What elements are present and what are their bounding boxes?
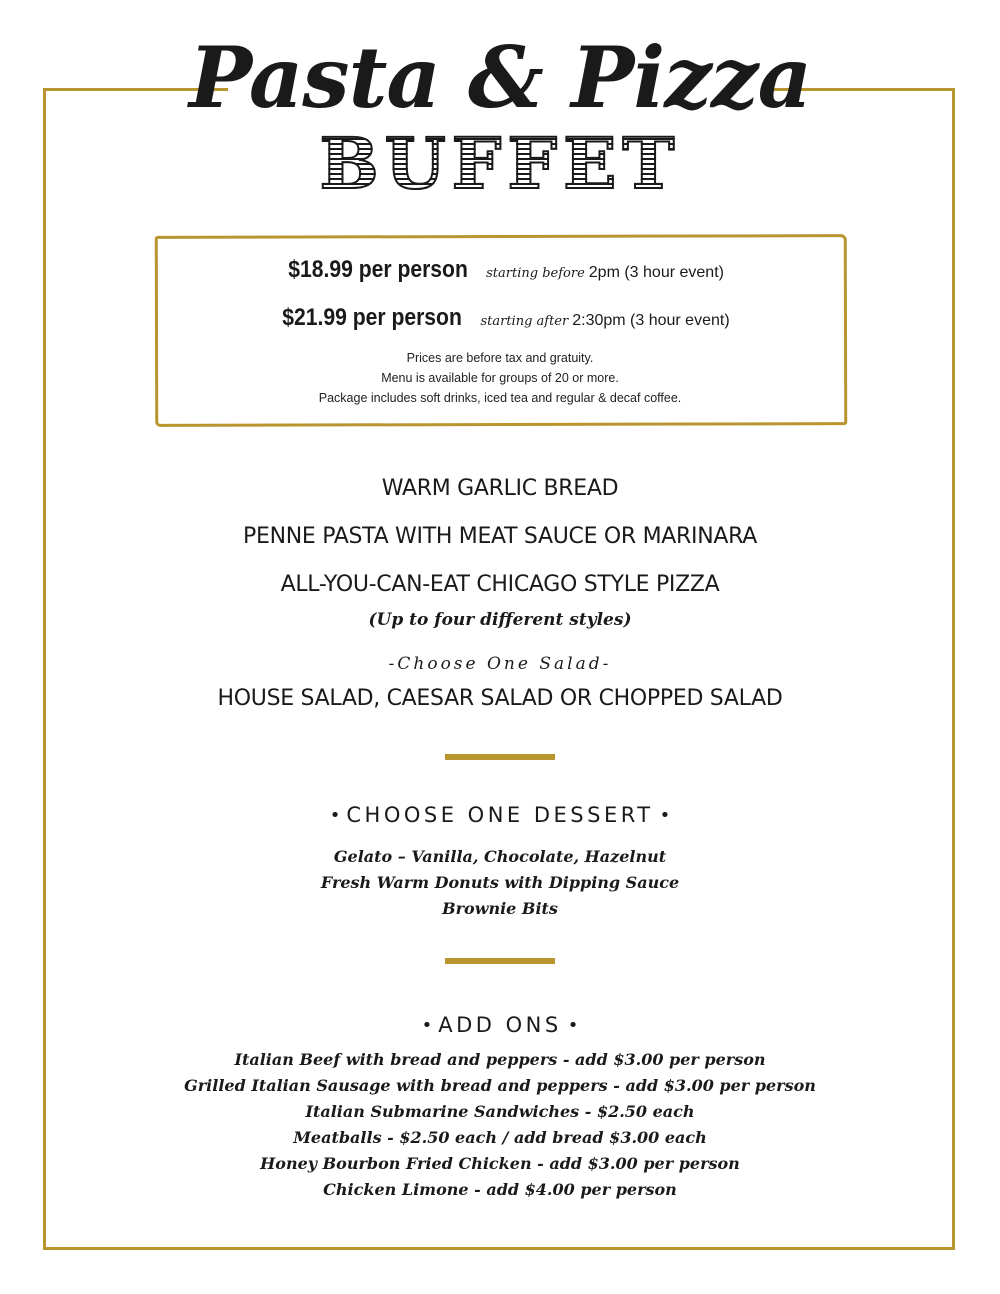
list-item: Fresh Warm Donuts with Dipping Sauce: [320, 873, 680, 892]
price-condition: starting before: [486, 266, 585, 281]
addons-list: [0, 1047, 1000, 1203]
dessert-heading-text: CHOOSE ONE DESSERT: [346, 803, 654, 827]
bullet-dot: •: [567, 1015, 579, 1036]
list-item: Italian Submarine Sandwiches - $2.50 each: [305, 1102, 695, 1121]
list-item: Meatballs - $2.50 each / add bread $3.00 each: [293, 1128, 707, 1147]
salad-options: HOUSE SALAD, CAESAR SALAD OR CHOPPED SALAD: [217, 686, 783, 711]
divider: [445, 958, 555, 964]
price-time: 2pm (3 hour event): [588, 264, 724, 281]
list-item: Brownie Bits: [442, 899, 558, 918]
price-option-2: [0, 304, 1000, 332]
salad-prompt: -Choose One Salad-: [388, 654, 612, 674]
dessert-list: [0, 844, 1000, 922]
dessert-heading: [0, 803, 1000, 827]
addons-heading-text: ADD ONS: [438, 1013, 562, 1037]
list-item: Gelato – Vanilla, Chocolate, Hazelnut: [333, 847, 667, 866]
menu-item-garlic-bread: WARM GARLIC BREAD: [381, 476, 619, 501]
list-item: Honey Bourbon Fried Chicken - add $3.00 per person: [260, 1154, 740, 1173]
price-amount: $21.99 per person: [282, 304, 463, 331]
addons-heading: [0, 1013, 1000, 1037]
bullet-dot: •: [329, 805, 341, 826]
bullet-dot: •: [659, 805, 671, 826]
buffet-title: BUFFET: [0, 128, 1000, 200]
list-item: Chicken Limone - add $4.00 per person: [323, 1180, 677, 1199]
list-item: Grilled Italian Sausage with bread and peppers - add $3.00 per person: [184, 1076, 816, 1095]
script-title: Pasta & Pizza: [188, 28, 812, 127]
note-beverages: Package includes soft drinks, iced tea and regular & decaf coffee.: [318, 391, 682, 405]
note-tax: Prices are before tax and gratuity.: [406, 351, 594, 365]
price-amount: $18.99 per person: [288, 256, 468, 283]
price-time: 2:30pm (3 hour event): [572, 312, 730, 329]
divider: [445, 754, 555, 760]
menu-item-pizza: ALL-YOU-CAN-EAT CHICAGO STYLE PIZZA: [280, 572, 720, 597]
bullet-dot: •: [421, 1015, 433, 1036]
pricing-notes: [0, 348, 1000, 408]
price-condition: starting after: [480, 314, 569, 329]
note-group-size: Menu is available for groups of 20 or more.: [381, 371, 619, 385]
menu-item-penne-pasta: PENNE PASTA WITH MEAT SAUCE OR MARINARA: [243, 524, 757, 549]
pizza-note: (Up to four different styles): [368, 610, 632, 630]
list-item: Italian Beef with bread and peppers - add $3.00 per person: [234, 1050, 766, 1069]
price-option-1: [0, 256, 1000, 284]
